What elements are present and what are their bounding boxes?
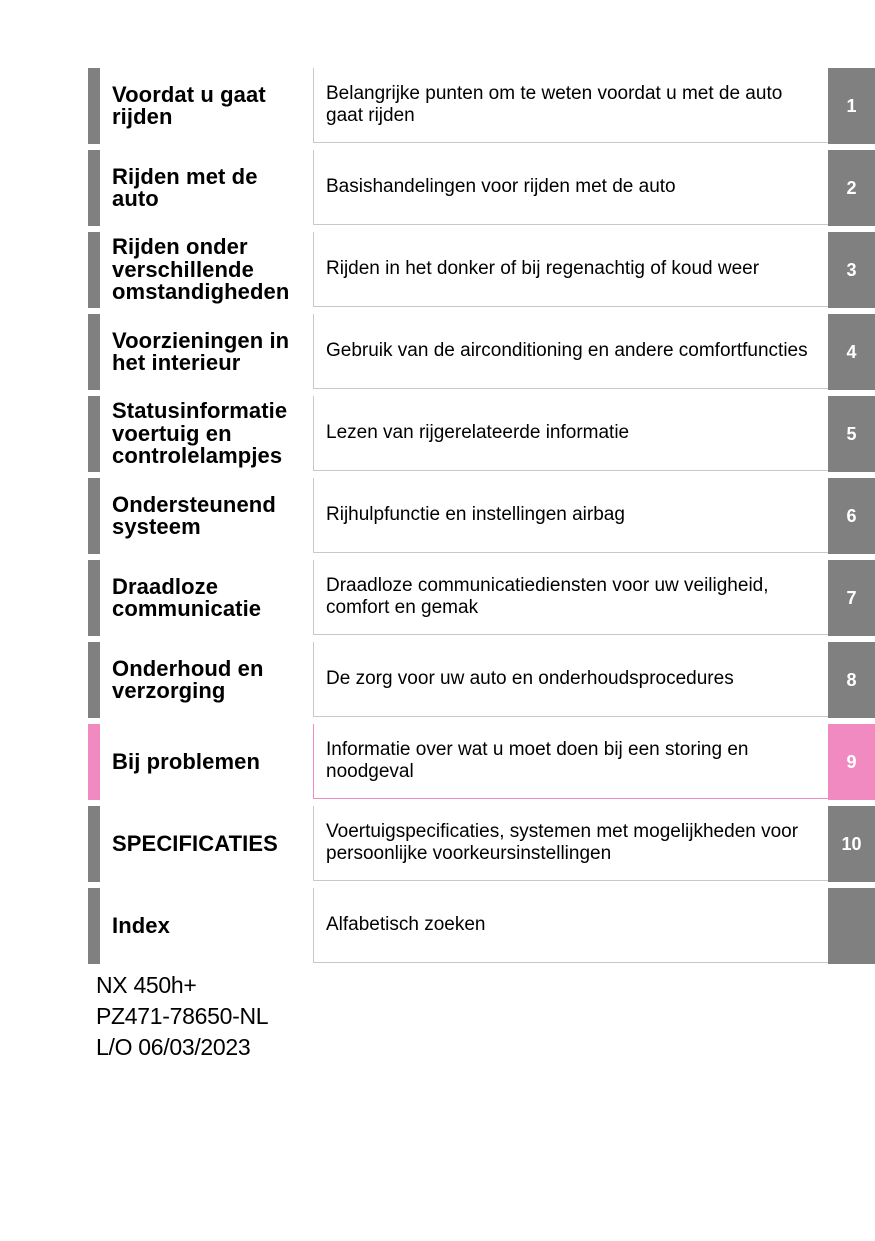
chapter-row-9[interactable] — [88, 724, 875, 800]
chapter-tab[interactable]: 7 — [828, 560, 875, 636]
chapter-tab[interactable]: 4 — [828, 314, 875, 390]
chapter-title: Voordat u gaat rijden — [112, 81, 266, 129]
chapter-tab[interactable]: 10 — [828, 806, 875, 882]
chapter-title: Statusinformatie voertuig en controlelampjes — [112, 398, 288, 469]
chapter-description: Gebruik van de airconditioning en andere comfortfuncties — [313, 314, 828, 389]
chapter-description: Rijhulpfunctie en instellingen airbag — [313, 478, 828, 553]
chapter-description: Draadloze communicatiediensten voor uw veiligheid, comfort en gemak — [313, 560, 828, 635]
chapter-tab[interactable]: 2 — [828, 150, 875, 226]
chapter-bar — [88, 150, 100, 226]
chapter-bar — [88, 560, 100, 636]
chapter-title: Index — [112, 912, 170, 938]
chapter-bar — [88, 724, 100, 800]
chapter-description: Alfabetisch zoeken — [313, 888, 828, 963]
chapter-description: De zorg voor uw auto en onderhoudsprocedures — [313, 642, 828, 717]
chapter-title: Ondersteunend systeem — [112, 491, 276, 539]
chapter-bar — [88, 232, 100, 308]
chapter-row-8[interactable] — [88, 642, 875, 718]
chapter-description: Informatie over wat u moet doen bij een storing en noodgeval — [313, 724, 828, 799]
chapter-bar — [88, 396, 100, 472]
chapter-row-1[interactable] — [88, 68, 875, 144]
chapter-tab[interactable]: 5 — [828, 396, 875, 472]
chapter-tab[interactable]: 9 — [828, 724, 875, 800]
chapter-bar — [88, 314, 100, 390]
chapter-row-6[interactable] — [88, 478, 875, 554]
print-date: L/O 06/03/2023 — [96, 1034, 251, 1060]
part-number: PZ471-78650-NL — [96, 1003, 269, 1029]
chapter-row-5[interactable] — [88, 396, 875, 472]
chapter-title: Rijden met de auto — [112, 163, 258, 211]
chapter-bar — [88, 806, 100, 882]
chapter-row-index[interactable] — [88, 888, 875, 964]
chapter-bar — [88, 478, 100, 554]
chapter-bar — [88, 642, 100, 718]
chapter-row-2[interactable] — [88, 150, 875, 226]
chapter-description: Basishandelingen voor rijden met de auto — [313, 150, 828, 225]
chapter-title: Draadloze communicatie — [112, 573, 262, 621]
chapter-title: Bij problemen — [112, 748, 260, 774]
chapter-title: Onderhoud en verzorging — [112, 655, 264, 703]
chapter-tab[interactable]: 8 — [828, 642, 875, 718]
chapter-row-7[interactable] — [88, 560, 875, 636]
chapter-title: Voorzieningen in het interieur — [112, 327, 290, 375]
chapter-description: Rijden in het donker of bij regenachtig of koud weer — [313, 232, 828, 307]
chapter-tab[interactable] — [828, 888, 875, 964]
chapter-description: Voertuigspecificaties, systemen met mogelijkheden voor persoonlijke voorkeursinstellingen — [313, 806, 828, 881]
table-of-contents — [88, 68, 875, 970]
model-name: NX 450h+ — [96, 972, 197, 998]
chapter-row-4[interactable] — [88, 314, 875, 390]
chapter-description: Belangrijke punten om te weten voordat u met de auto gaat rijden — [313, 68, 828, 143]
chapter-tab[interactable]: 6 — [828, 478, 875, 554]
chapter-bar — [88, 68, 100, 144]
chapter-row-3[interactable] — [88, 232, 875, 308]
chapter-row-10[interactable] — [88, 806, 875, 882]
chapter-tab[interactable]: 1 — [828, 68, 875, 144]
chapter-description: Lezen van rijgerelateerde informatie — [313, 396, 828, 471]
chapter-title: Rijden onder verschillende omstandigheden — [112, 234, 290, 305]
chapter-tab[interactable]: 3 — [828, 232, 875, 308]
chapter-title: SPECIFICATIES — [112, 830, 278, 856]
publication-info — [96, 970, 268, 1063]
chapter-bar — [88, 888, 100, 964]
